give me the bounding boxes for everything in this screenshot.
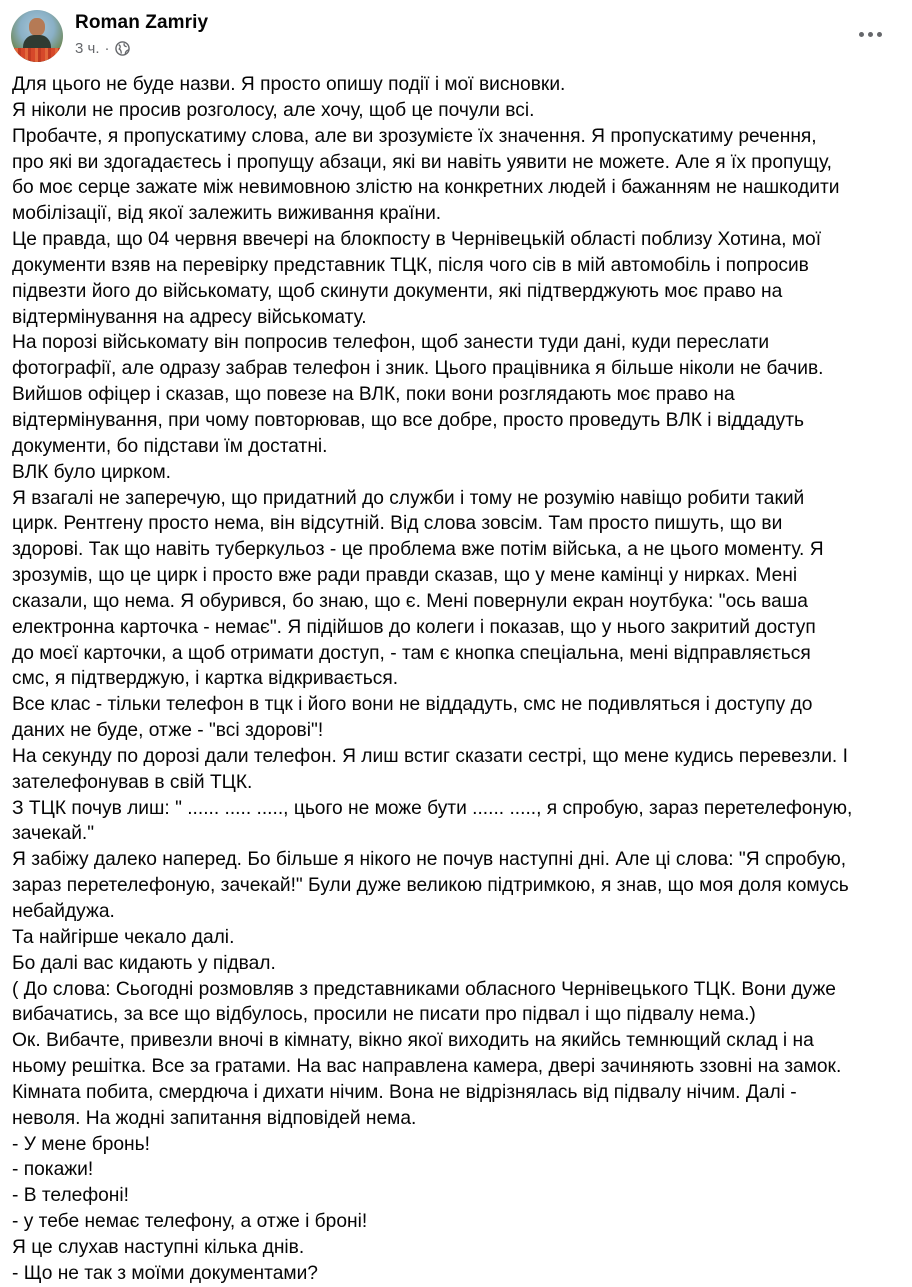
post-text-line: - В телефоні! (12, 1185, 129, 1207)
post-text-line: Я ніколи не просив розголосу, але хочу, щоб це почули всі. (12, 99, 535, 121)
post-text-line: документи взяв на перевірку представник ТЦК, після чого сів в мій автомобіль і попросив (12, 254, 809, 276)
post-meta (75, 40, 130, 57)
post-text-line: даних не буде, отже - "всі здорові"! (12, 720, 324, 742)
post-text-line: зателефонував в свій ТЦК. (12, 771, 253, 793)
post-text-line: вибачатись, за все що відбулось, просили не писати про підвал і що підвалу нема.) (12, 1004, 756, 1026)
post-text-line: мобілізації, від якої залежить виживання країни. (12, 203, 442, 225)
globe-icon[interactable] (115, 41, 130, 56)
post-text-line: - Що не так з моїми документами? (12, 1262, 318, 1284)
post-text-line: Ок. Вибачте, привезли вночі в кімнату, вікно якої виходить на якийсь темнющий склад і на (12, 1030, 814, 1052)
post-text-line: документи, бо підстави їм достатні. (12, 435, 328, 457)
post-text-line: підвезти його до військомату, щоб скинути документи, які підтверджують моє право на (12, 280, 783, 302)
post-text-line: смс, я підтверджую, і картка відкривається. (12, 668, 399, 690)
post-text-line: зараз перетелефоную, зачекай!" Були дуже великою підтримкою, я знав, що моя доля комусь (12, 875, 849, 897)
post-text-line: З ТЦК почув лиш: " ...... ..... ....., цього не може бути ...... ....., я спробую, зараз перетелефоную, (12, 797, 853, 819)
post-text-line: На секунду по дорозі дали телефон. Я лиш встиг сказати сестрі, що мене кудись перевезли. І (12, 745, 848, 767)
post-text-line: небайдужа. (12, 901, 115, 922)
post-text-line: бо моє серце зажате між невимовною злістю на конкретних людей і бажанням не нашкодити (12, 177, 840, 199)
post-text-line: цирк. Рентгену просто нема, він відсутній. Від слова зовсім. Там просто пишуть, що ви (12, 513, 783, 535)
author-name[interactable]: Roman Zamriy (75, 12, 209, 33)
post-text-line: - У мене бронь! (12, 1133, 150, 1155)
meta-separator: · (104, 40, 110, 57)
post-text-line: фотографії, але одразу забрав телефон і зник. Цього працівника я більше ніколи не бачив. (12, 358, 824, 380)
post-text-line: відтермінування на адресу військомату. (12, 306, 367, 328)
post-text-line: неволя. На жодні запитання відповідей нема. (12, 1107, 417, 1129)
post-text-line: Я взагалі не заперечую, що придатний до служби і тому не розумію навіщо робити такий (12, 487, 805, 509)
post-text-line: - покажи! (12, 1159, 94, 1181)
post-text-line: Кімната побита, смердюча і дихати нічим. Вона не відрізнялась від підвалу нічим. Далі - (12, 1081, 797, 1103)
post-text-line: електронна карточка - немає". Я підійшов до колеги і показав, що у нього закритий доступ (12, 616, 816, 638)
post-text-line: Все клас - тільки телефон в тцк і його вони не віддадуть, смс не подивляться і доступу до (12, 694, 813, 716)
post-text-line: Пробачте, я пропускатиму слова, але ви зрозумієте їх значення. Я пропускатиму речення, (12, 125, 817, 147)
post-text-line: Вийшов офіцер і сказав, що повезе на ВЛК, поки вони розглядають моє право на (12, 384, 735, 406)
post-timestamp[interactable]: 3 ч. (75, 40, 100, 57)
post-text-line: ( До слова: Сьогодні розмовляв з представниками обласного Чернівецького ТЦК. Вони дуже (12, 978, 836, 1000)
post-header (0, 0, 912, 70)
post-text-line: до моєї карточки, а щоб отримати доступ, - там є кнопка спеціальна, мені відправляється (12, 642, 811, 664)
post-text-line: Я забіжу далеко наперед. Бо більше я нікого не почув наступні дні. Але ці слова: "Я спробую, (12, 849, 847, 871)
post-text-line: відтермінування, при чому повторював, що все добре, просто проведуть ВЛК і віддадуть (12, 409, 804, 431)
post-text-line: зачекай." (12, 823, 95, 845)
more-options-icon (859, 32, 864, 37)
post-text-line: зрозумів, що це цирк і просто вже ради правди сказав, що у мене камінці у нирках. Мені (12, 565, 798, 587)
post-text (12, 72, 906, 1287)
post-text-line: Для цього не буде назви. Я просто опишу події і мої висновки. (12, 74, 566, 95)
post-text-line: На порозі військомату він попросив телефон, щоб занести туди дані, куди переслати (12, 332, 770, 354)
post-text-line: сказали, що нема. Я обурився, бо знаю, що є. Мені повернули екран ноутбука: "ось ваша (12, 590, 808, 612)
post-text-line: ньому решітка. Все за гратами. На вас направлена камера, двері зачиняють ззовні на замок. (12, 1056, 842, 1078)
post-text-line: про які ви здогадаєтесь і пропущу абзаци, які ви навіть уявити не можете. Але я їх пропущу, (12, 151, 833, 173)
more-options-button[interactable] (852, 20, 888, 48)
post-text-line: Це правда, що 04 червня ввечері на блокпосту в Чернівецькій області поблизу Хотина, мої (12, 229, 822, 251)
post-text-line: Бо далі вас кидають у підвал. (12, 952, 276, 974)
post-text-line: Та найгірше чекало далі. (12, 926, 235, 948)
post-text-line: Я це слухав наступні кілька днів. (12, 1236, 305, 1258)
post-text-line: здорові. Так що навіть туберкульоз - це проблема вже потім війська, а не цього моменту. Я (12, 539, 824, 561)
post-text-line: ВЛК було цирком. (12, 461, 172, 483)
post-text-line: - у тебе немає телефону, а отже і броні! (12, 1211, 368, 1233)
avatar[interactable] (11, 10, 63, 62)
